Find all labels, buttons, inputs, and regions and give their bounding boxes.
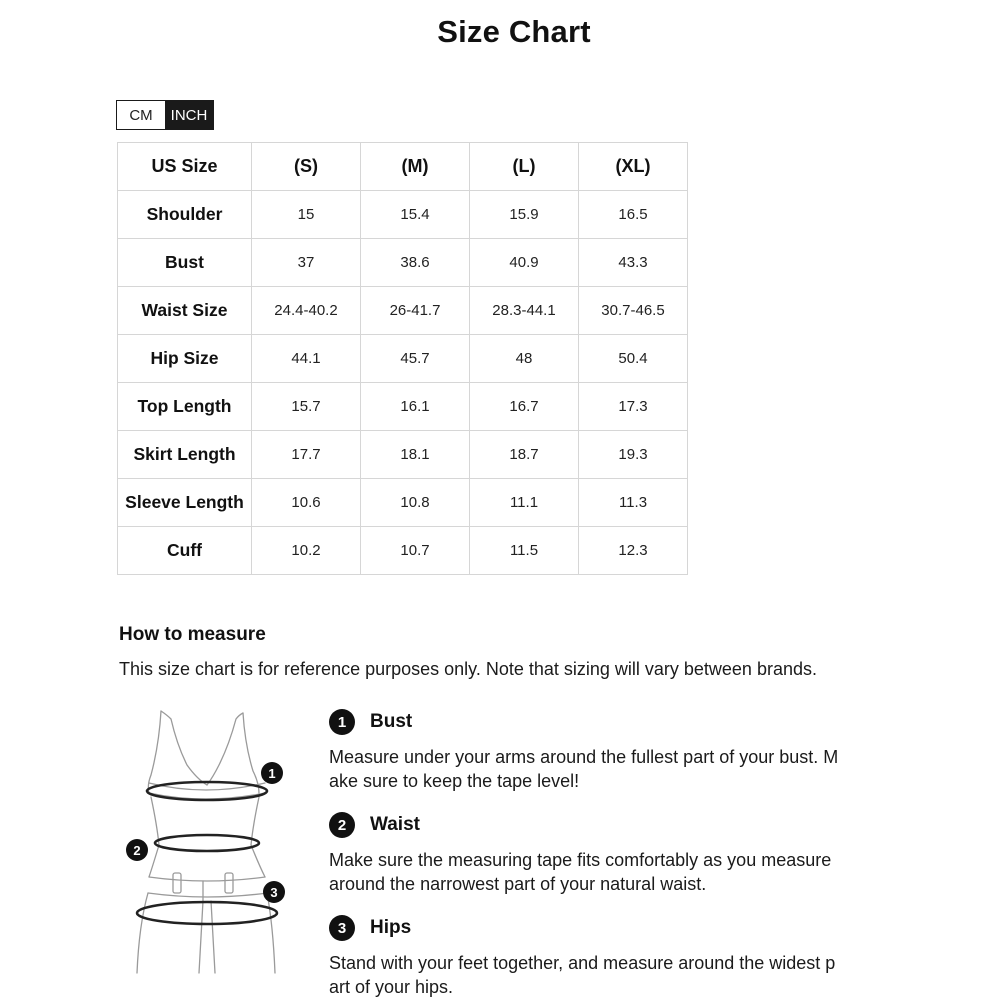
table-cell: 40.9 xyxy=(470,239,579,287)
table-header-row xyxy=(118,143,688,191)
table-cell: 15.9 xyxy=(470,191,579,239)
table-cell: 10.6 xyxy=(252,479,361,527)
row-label: Top Length xyxy=(118,383,252,431)
row-label: Skirt Length xyxy=(118,431,252,479)
table-row xyxy=(118,239,688,287)
table-row xyxy=(118,527,688,575)
unit-inch-button[interactable]: INCH xyxy=(165,101,213,129)
page-title: Size Chart xyxy=(437,14,591,49)
table-cell: 28.3-44.1 xyxy=(470,287,579,335)
table-cell: 19.3 xyxy=(579,431,688,479)
header-cell-us-size: US Size xyxy=(118,143,252,191)
table-cell: 18.7 xyxy=(470,431,579,479)
step-number-badge: 3 xyxy=(329,915,355,941)
step-text: Stand with your feet together, and measure around the widest part of your hips. xyxy=(329,953,836,997)
how-to-measure-heading: How to measure xyxy=(119,624,266,645)
row-label: Sleeve Length xyxy=(118,479,252,527)
table-row xyxy=(118,191,688,239)
table-cell: 17.3 xyxy=(579,383,688,431)
unit-cm-button[interactable]: CM xyxy=(117,101,165,129)
measure-step-bust xyxy=(329,709,849,793)
table-cell: 48 xyxy=(470,335,579,383)
table-cell: 18.1 xyxy=(361,431,470,479)
how-to-measure-description: This size chart is for reference purposes only. Note that sizing will vary between brands. xyxy=(119,659,817,679)
table-cell: 44.1 xyxy=(252,335,361,383)
step-number-badge: 1 xyxy=(329,709,355,735)
row-label: Cuff xyxy=(118,527,252,575)
figure-marker-2: 2 xyxy=(133,843,141,858)
table-cell: 43.3 xyxy=(579,239,688,287)
table-cell: 16.5 xyxy=(579,191,688,239)
table-cell: 16.7 xyxy=(470,383,579,431)
measure-step-waist xyxy=(329,812,849,896)
step-title: Waist xyxy=(370,814,420,835)
step-text: Measure under your arms around the fullest part of your bust. Make sure to keep the tape level! xyxy=(329,747,839,791)
measure-step-hips xyxy=(329,915,849,999)
table-cell: 50.4 xyxy=(579,335,688,383)
table-cell: 45.7 xyxy=(361,335,470,383)
table-cell: 17.7 xyxy=(252,431,361,479)
table-cell: 15 xyxy=(252,191,361,239)
figure-marker-3: 3 xyxy=(270,885,278,900)
size-table xyxy=(117,142,688,575)
table-cell: 11.1 xyxy=(470,479,579,527)
table-cell: 15.4 xyxy=(361,191,470,239)
table-row xyxy=(118,335,688,383)
row-label: Hip Size xyxy=(118,335,252,383)
table-cell: 24.4-40.2 xyxy=(252,287,361,335)
table-row xyxy=(118,479,688,527)
step-text: Make sure the measuring tape fits comfortably as you measure around the narrowest part of your natural waist. xyxy=(329,850,832,894)
table-row xyxy=(118,431,688,479)
header-cell-size: (XL) xyxy=(579,143,688,191)
table-cell: 15.7 xyxy=(252,383,361,431)
table-cell: 11.3 xyxy=(579,479,688,527)
table-cell: 10.7 xyxy=(361,527,470,575)
table-cell: 11.5 xyxy=(470,527,579,575)
header-cell-size: (M) xyxy=(361,143,470,191)
table-cell: 38.6 xyxy=(361,239,470,287)
header-cell-size: (S) xyxy=(252,143,361,191)
table-row xyxy=(118,383,688,431)
table-row xyxy=(118,287,688,335)
step-title: Bust xyxy=(370,711,413,732)
table-cell: 16.1 xyxy=(361,383,470,431)
body-measurement-diagram-icon xyxy=(115,705,315,980)
unit-toggle xyxy=(116,100,214,130)
table-cell: 10.8 xyxy=(361,479,470,527)
table-cell: 37 xyxy=(252,239,361,287)
step-title: Hips xyxy=(370,917,412,938)
table-cell: 30.7-46.5 xyxy=(579,287,688,335)
header-cell-size: (L) xyxy=(470,143,579,191)
row-label: Waist Size xyxy=(118,287,252,335)
row-label: Shoulder xyxy=(118,191,252,239)
table-cell: 10.2 xyxy=(252,527,361,575)
step-number-badge: 2 xyxy=(329,812,355,838)
table-cell: 26-41.7 xyxy=(361,287,470,335)
table-cell: 12.3 xyxy=(579,527,688,575)
row-label: Bust xyxy=(118,239,252,287)
figure-marker-1: 1 xyxy=(268,766,276,781)
